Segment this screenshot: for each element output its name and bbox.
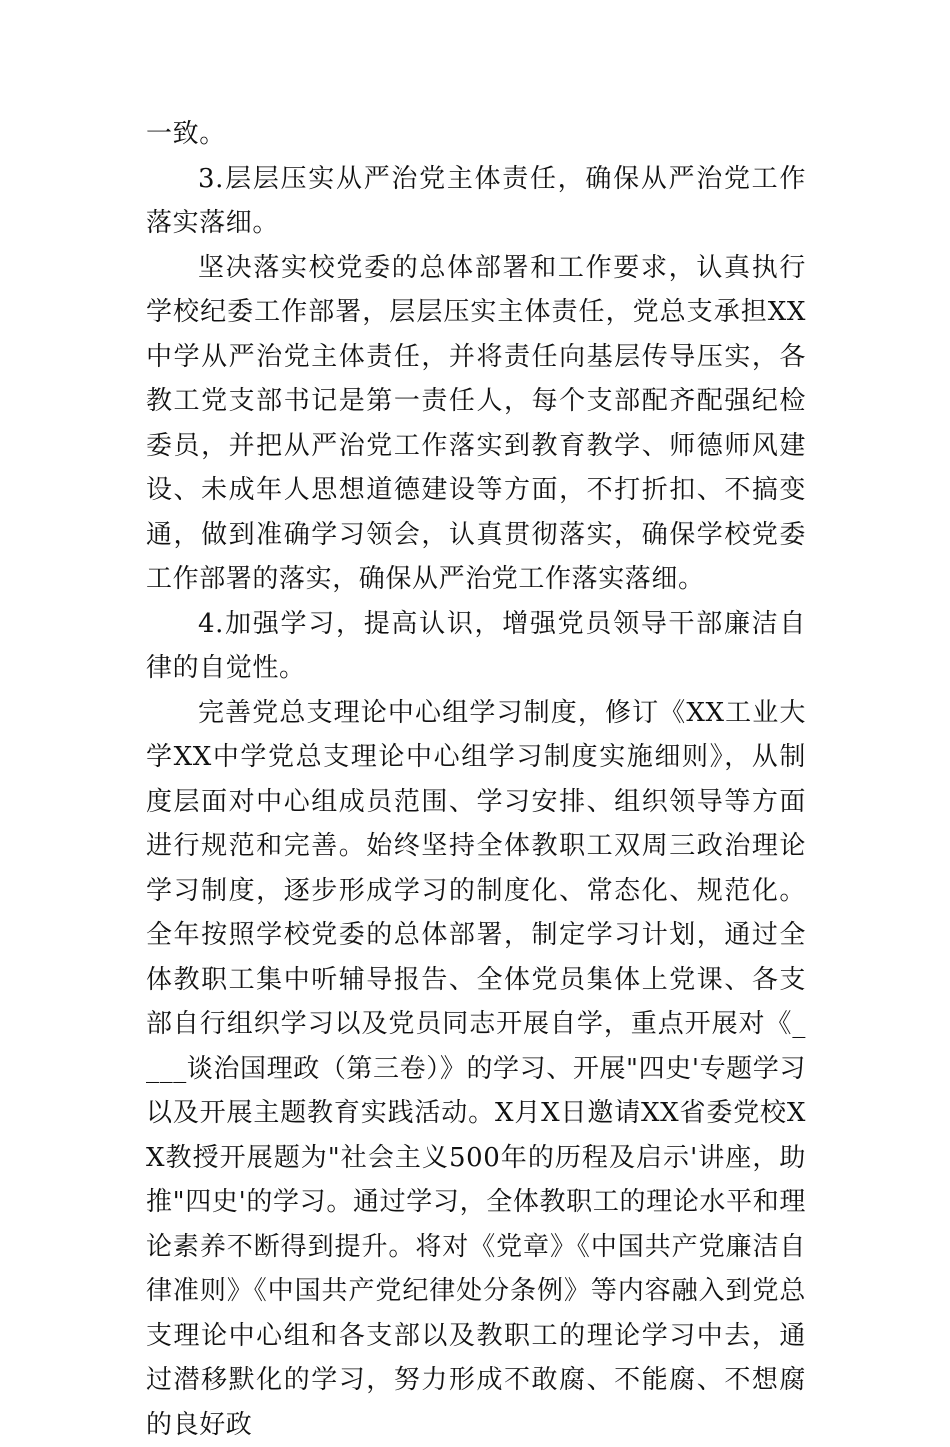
paragraph-continuation: 一致。 bbox=[146, 112, 806, 157]
document-body bbox=[146, 112, 806, 1447]
section-heading-4: 4.加强学习，提高认识，增强党员领导干部廉洁自律的自觉性。 bbox=[146, 602, 806, 691]
section-heading-3: 3.层层压实从严治党主体责任，确保从严治党工作落实落细。 bbox=[146, 157, 806, 246]
paragraph-body: 完善党总支理论中心组学习制度，修订《XX工业大学XX中学党总支理论中心组学习制度实施细则》，从制度层面对中心组成员范围、学习安排、组织领导等方面进行规范和完善。始终坚持全体教职工双周三政治理论学习制度，逐步形成学习的制度化、常态化、规范化。全年按照学校党委的总体部署，制定学习计划，通过全体教职工集中听辅导报告、全体党员集体上党课、各支部自行组织学习以及党员同志开展自学，重点开展对《____谈治国理政（第三卷）》的学习、开展"四史'专题学习以及开展主题教育实践活动。X月X日邀请XX省委党校XX教授开展题为"社会主义500年的历程及启示'讲座，助推"四史'的学习。通过学习，全体教职工的理论水平和理论素养不断得到提升。将对《党章》《中国共产党廉洁自律准则》《中国共产党纪律处分条例》等内容融入到党总支理论中心组和各支部以及教职工的理论学习中去，通过潜移默化的学习，努力形成不敢腐、不能腐、不想腐的良好政 bbox=[146, 691, 806, 1447]
paragraph-body: 坚决落实校党委的总体部署和工作要求，认真执行学校纪委工作部署，层层压实主体责任，党总支承担XX中学从严治党主体责任，并将责任向基层传导压实，各教工党支部书记是第一责任人，每个支部配齐配强纪检委员，并把从严治党工作落实到教育教学、师德师风建设、未成年人思想道德建设等方面，不打折扣、不搞变通，做到准确学习领会，认真贯彻落实，确保学校党委工作部署的落实，确保从严治党工作落实落细。 bbox=[146, 246, 806, 602]
